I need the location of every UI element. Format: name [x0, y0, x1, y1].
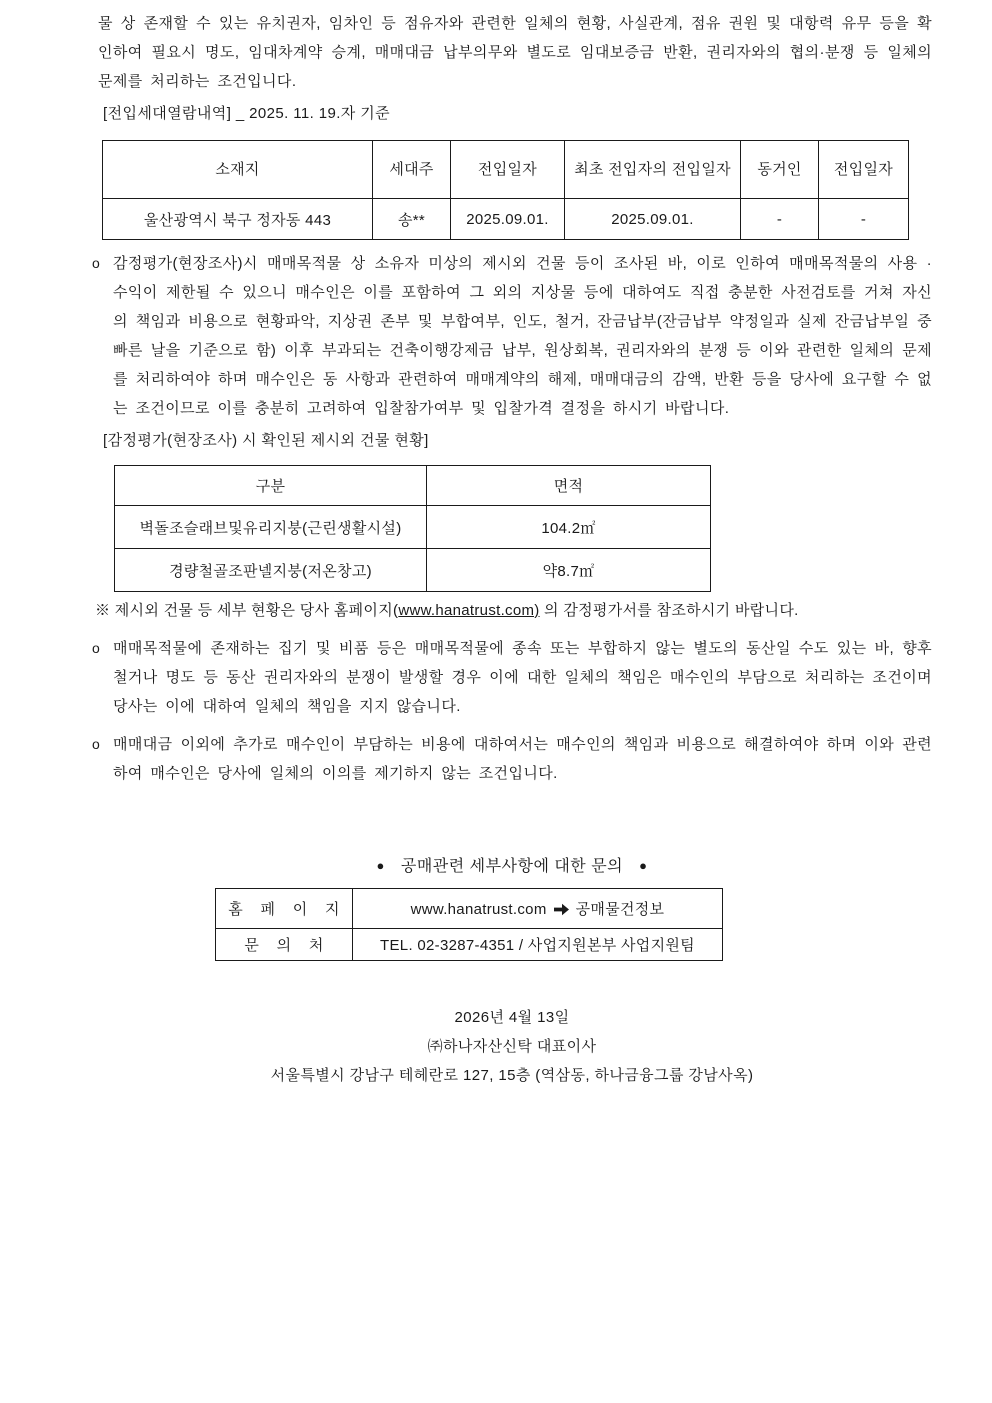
cell-category: 벽돌조슬래브및유리지붕(근린생활시설) [115, 506, 427, 549]
cell-area: 104.2㎡ [427, 506, 711, 549]
header-cohabitant: 동거인 [741, 141, 819, 199]
cell-first-resident-movein: 2025.09.01. [565, 199, 741, 240]
bullet-text-appraisal: 감정평가(현장조사)시 매매목적물 상 소유자 미상의 제시외 건물 등이 조사된 바, 이로 인하여 매매목적물의 사용 · 수익이 제한될 수 있으니 매수인은 이를 포함하여 그 외의 지상물 등에 대하여도 직접 충분한 사전검토를 거쳐 자신의 책임과 비용으로 현황파악, 지상권 존부 및 부합여부, 인도, 철거, 잔금납부(잔금납부 약정일과 실제 잔금납부일 중 빠른 날을 기준으로 함) 이후 부과되는 건축이행강제금 납부, 원상회복, 권리자와의 분쟁 등 이와 관련한 일체의 문제를 처리하여야 하며 매수인은 동 사항과 관련하여 매매계약의 해제, 매매대금의 감액, 반환 등을 당사에 요구할 수 없는 조건이므로 이를 충분히 고려하여 입찰참가여부 및 입찰가격 결정을 하시기 바랍니다. [113, 255, 932, 417]
cell-cohabitant: - [741, 199, 819, 240]
arrow-right-icon [554, 903, 569, 920]
header-category: 구분 [115, 466, 427, 506]
bullet-item-extra-costs [92, 730, 932, 788]
bullet-item-movables [92, 634, 932, 721]
inquiry-heading [92, 851, 932, 881]
reference-note-prefix: ※ 제시외 건물 등 세부 현황은 당사 홈페이지( [95, 602, 399, 619]
inquiry-heading-text: 공매관련 세부사항에 대한 문의 [400, 858, 624, 875]
building-table-row [115, 506, 711, 549]
contact-label-cell: 문 의 처 [216, 929, 353, 961]
cell-location: 울산광역시 북구 정자동 443 [103, 199, 373, 240]
header-area: 면적 [427, 466, 711, 506]
bullet-item-appraisal [92, 249, 932, 423]
homepage-url: www.hanatrust.com [410, 900, 547, 918]
appraisal-buildings-label: [감정평가(현장조사) 시 확인된 제시외 건물 현황] [103, 432, 429, 449]
contact-row [216, 929, 723, 961]
reference-note-suffix: 의 감정평가서를 참조하시기 바랍니다. [539, 602, 799, 619]
bullet-dot-icon: ● [639, 858, 648, 873]
header-movein-date-2: 전입일자 [819, 141, 909, 199]
cell-area: 약8.7㎡ [427, 549, 711, 592]
contact-value-cell: TEL. 02-3287-4351 / 사업지원본부 사업지원팀 [353, 929, 723, 961]
bullet-text-movables: 매매목적물에 존재하는 집기 및 비품 등은 매매목적물에 종속 또는 부합하지 않는 별도의 동산일 수도 있는 바, 향후 철거나 명도 등 동산 권리자와의 분쟁이 발생할 경우 이에 대한 일체의 책임은 매수인의 부담으로 처리하는 조건이며 당사는 이에 대하여 일체의 책임을 지지 않습니다. [113, 640, 932, 715]
building-table-header-row [115, 466, 711, 506]
homepage-value-cell [353, 889, 723, 929]
homepage-label-cell: 홈 페 이 지 [216, 889, 353, 929]
footer-address: 서울특별시 강남구 테헤란로 127, 15층 (역삼동, 하나금융그룹 강남사옥) [270, 1067, 754, 1084]
bullet-dot-icon: ● [376, 858, 385, 873]
homepage-dest: 공매물건정보 [575, 900, 665, 918]
reference-note [95, 596, 932, 625]
footer-block [92, 1003, 932, 1090]
resident-table-header-row [103, 141, 909, 199]
footer-company: ㈜하나자산신탁 대표이사 [427, 1038, 597, 1055]
intro-paragraph: 물 상 존재할 수 있는 유치권자, 임차인 등 점유자와 관련한 일체의 현황, 사실관계, 점유 권원 및 대항력 유무 등을 확인하여 필요시 명도, 임대차계약 승계, 매매대금 납부의무와 별도로 임대보증금 반환, 권리자와의 협의·분쟁 등 일체의 문제를 처리하는 조건입니다. [98, 15, 932, 90]
bullet-marker: o [92, 736, 100, 752]
cell-movein-date-2: - [819, 199, 909, 240]
cell-category: 경량철골조판넬지붕(저온창고) [115, 549, 427, 592]
resident-table-row [103, 199, 909, 240]
cell-householder: 송** [373, 199, 451, 240]
header-location: 소재지 [103, 141, 373, 199]
bullet-marker: o [92, 640, 100, 656]
header-first-resident-movein: 최초 전입자의 전입일자 [565, 141, 741, 199]
footer-date: 2026년 4월 13일 [454, 1009, 570, 1026]
bullet-text-extra-costs: 매매대금 이외에 추가로 매수인이 부담하는 비용에 대하여서는 매수인의 책임과 비용으로 해결하여야 하며 이와 관련하여 매수인은 당사에 일체의 이의를 제기하지 않는 조건입니다. [113, 736, 932, 782]
homepage-row [216, 889, 723, 929]
resident-records-label: [전입세대열람내역] _ 2025. 11. 19.자 기준 [103, 105, 391, 122]
bullet-marker: o [92, 255, 100, 271]
hanatrust-link[interactable]: www.hanatrust.com) [398, 602, 540, 619]
building-table-row [115, 549, 711, 592]
header-householder: 세대주 [373, 141, 451, 199]
contact-table [215, 888, 723, 961]
unregistered-buildings-table [114, 465, 711, 592]
cell-movein-date: 2025.09.01. [451, 199, 565, 240]
resident-records-table [102, 140, 909, 240]
header-movein-date: 전입일자 [451, 141, 565, 199]
